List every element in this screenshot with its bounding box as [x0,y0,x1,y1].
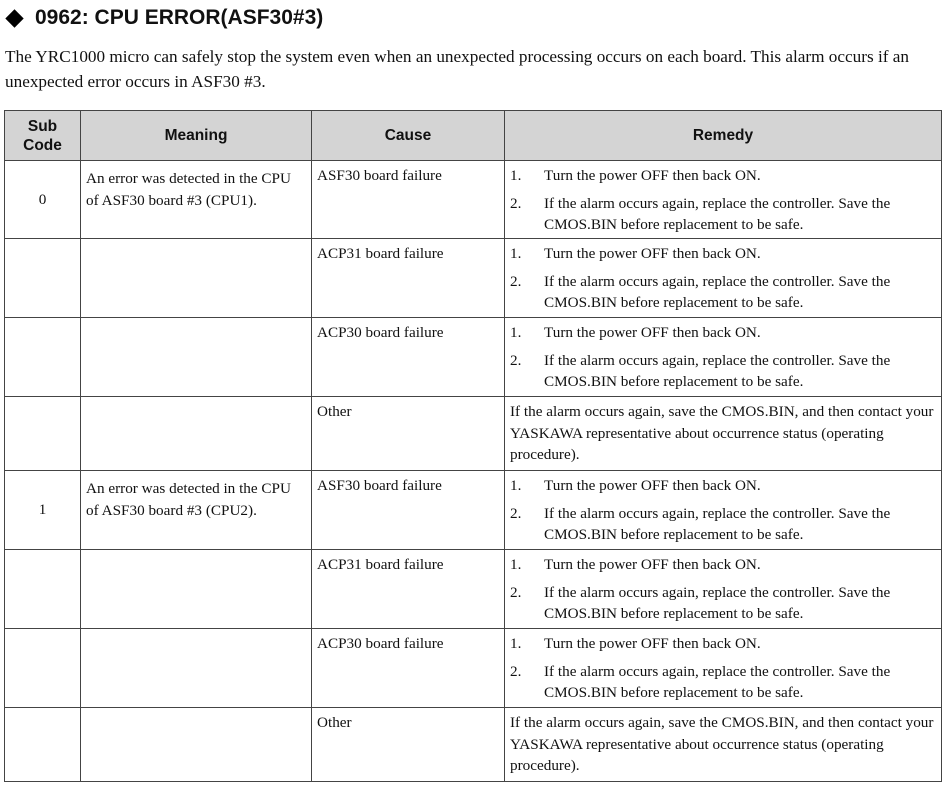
table-row [5,471,942,550]
table-row [5,397,942,471]
remedy-step [510,193,935,236]
remedy-step [510,165,935,187]
meaning-cell [81,550,312,629]
header-cause: Cause [312,111,505,161]
step-text: Turn the power OFF then back ON. [544,167,761,184]
cause-cell [312,550,505,629]
remedy-step [510,475,935,497]
step-number: 1. [510,324,522,341]
table-row [5,318,942,397]
sub-code-cell [5,629,81,708]
meaning-text: An error was detected in the CPU of ASF30 board #3 (CPU1). [86,170,291,209]
remedy-steps [505,161,941,236]
remedy-cell [505,239,942,318]
step-number: 2. [510,194,522,212]
meaning-cell [81,629,312,708]
sub-code-cell [5,318,81,397]
step-number: 2. [510,583,522,601]
sub-code-cell: 1 [5,471,81,550]
step-number: 1. [510,167,522,184]
meaning-text [81,318,311,325]
table-row [5,629,942,708]
table-row [5,708,942,782]
step-number: 2. [510,351,522,369]
cause-text: ASF30 board failure [317,167,442,184]
remedy-step [510,322,935,344]
remedy-step [510,243,935,265]
remedy-step [510,633,935,655]
remedy-cell [505,708,942,782]
step-text: Turn the power OFF then back ON. [544,245,761,262]
step-text: If the alarm occurs again, replace the controller. Save the CMOS.BIN before replacement to be safe. [544,351,891,390]
remedy-cell [505,318,942,397]
remedy-cell [505,629,942,708]
sub-code-cell [5,708,81,782]
meaning-text [81,239,311,246]
cause-cell [312,318,505,397]
diamond-bullet-icon [5,9,23,27]
remedy-cell [505,161,942,239]
page-title [4,4,323,32]
table-row [5,550,942,629]
table-row [5,161,942,239]
cause-cell [312,239,505,318]
step-text: If the alarm occurs again, replace the controller. Save the CMOS.BIN before replacement to be safe. [544,272,891,311]
step-number: 1. [510,477,522,494]
step-text: Turn the power OFF then back ON. [544,556,761,573]
meaning-cell [81,471,312,550]
remedy-text: If the alarm occurs again, save the CMOS.BIN, and then contact your YASKAWA representative about occurrence status (operating procedure). [510,403,934,463]
meaning-text [81,708,311,715]
remedy-steps [505,629,941,704]
meaning-cell [81,239,312,318]
step-number: 1. [510,556,522,573]
cause-text: ACP31 board failure [317,245,444,262]
header-meaning: Meaning [81,111,312,161]
table-header-row [5,111,942,161]
table-row [5,239,942,318]
cause-cell [312,629,505,708]
meaning-cell [81,318,312,397]
step-number: 2. [510,504,522,522]
step-number: 1. [510,635,522,652]
remedy-step [510,350,935,393]
cause-text: Other [317,403,352,420]
meaning-text [81,629,311,636]
step-text: If the alarm occurs again, replace the controller. Save the CMOS.BIN before replacement to be safe. [544,583,891,622]
remedy-cell [505,471,942,550]
header-remedy: Remedy [505,111,942,161]
step-text: If the alarm occurs again, replace the controller. Save the CMOS.BIN before replacement to be safe. [544,194,891,233]
step-text: Turn the power OFF then back ON. [544,635,761,652]
meaning-cell [81,708,312,782]
remedy-step [510,271,935,314]
remedy-step [510,661,935,704]
cause-cell [312,161,505,239]
meaning-cell [81,161,312,239]
page-title-text: 0962: CPU ERROR(ASF30#3) [35,6,324,29]
alarm-table [4,110,942,782]
sub-code-cell [5,397,81,471]
remedy-step [510,582,935,625]
remedy-step [510,503,935,546]
remedy-cell [505,550,942,629]
step-text: If the alarm occurs again, replace the controller. Save the CMOS.BIN before replacement to be safe. [544,662,891,701]
step-text: If the alarm occurs again, replace the controller. Save the CMOS.BIN before replacement to be safe. [544,504,891,543]
cause-text: ASF30 board failure [317,477,442,494]
cause-text: ACP31 board failure [317,556,444,573]
step-number: 1. [510,245,522,262]
sub-code-cell [5,239,81,318]
meaning-text: An error was detected in the CPU of ASF30 board #3 (CPU2). [86,480,291,519]
remedy-step [510,554,935,576]
cause-text: ACP30 board failure [317,635,444,652]
remedy-steps [505,239,941,314]
remedy-text: If the alarm occurs again, save the CMOS.BIN, and then contact your YASKAWA representative about occurrence status (operating procedure). [510,714,934,774]
cause-cell [312,471,505,550]
meaning-cell [81,397,312,471]
remedy-steps [505,318,941,393]
step-text: Turn the power OFF then back ON. [544,477,761,494]
remedy-steps [505,471,941,546]
meaning-text [81,550,311,557]
remedy-steps [505,550,941,625]
cause-cell [312,397,505,471]
cause-text: ACP30 board failure [317,324,444,341]
header-sub-code: Sub Code [5,111,81,161]
step-number: 2. [510,662,522,680]
remedy-cell [505,397,942,471]
sub-code-cell: 0 [5,161,81,239]
step-number: 2. [510,272,522,290]
step-text: Turn the power OFF then back ON. [544,324,761,341]
cause-text: Other [317,714,352,731]
cause-cell [312,708,505,782]
sub-code-cell [5,550,81,629]
meaning-text [81,397,311,404]
intro-paragraph: The YRC1000 micro can safely stop the system even when an unexpected processing occurs on each board. This alarm occurs if an unexpected error occurs in ASF30 #3. [5,47,909,91]
